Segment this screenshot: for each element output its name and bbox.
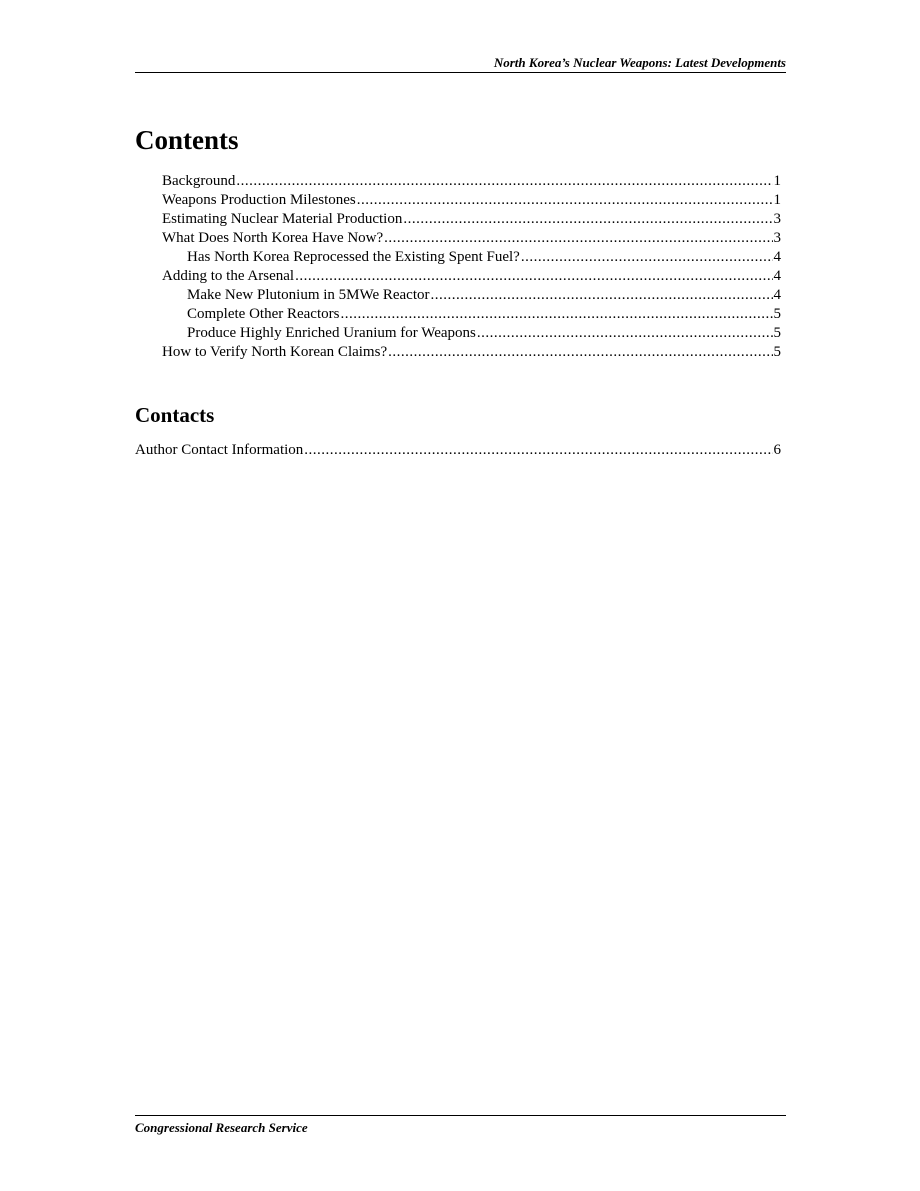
- toc-page-number: 3: [773, 211, 781, 227]
- toc-page-number: 5: [773, 325, 781, 341]
- toc-page-number: 1: [773, 173, 781, 189]
- toc-entry-adding-to-the-arsenal[interactable]: [162, 267, 781, 286]
- toc-page-number: 5: [773, 306, 781, 322]
- toc-page-number: 4: [773, 287, 781, 303]
- toc-entry-title: Adding to the Arsenal: [162, 268, 295, 284]
- toc-entry-weapons-production-milestones[interactable]: [162, 191, 781, 210]
- toc-page-number: 5: [773, 344, 781, 360]
- toc-entry-title: Complete Other Reactors: [187, 306, 340, 322]
- toc-entry-make-new-plutonium[interactable]: [187, 286, 781, 305]
- toc-dot-leader: [295, 267, 772, 286]
- toc-dot-leader: [388, 343, 772, 362]
- toc-page-number: 4: [773, 249, 781, 265]
- contacts-heading: Contacts: [135, 403, 215, 427]
- toc-entry-estimating-nuclear-material-production[interactable]: [162, 210, 781, 229]
- toc-page-number: 4: [773, 268, 781, 284]
- contents-heading: Contents: [135, 125, 239, 155]
- toc-dot-leader: [304, 441, 772, 460]
- toc-entry-background[interactable]: [162, 172, 781, 191]
- toc-entry-title: How to Verify North Korean Claims?: [162, 344, 388, 360]
- toc-dot-leader: [236, 172, 772, 191]
- toc-entry-complete-other-reactors[interactable]: [187, 305, 781, 324]
- table-of-contents: [0, 172, 920, 362]
- toc-entry-verify-claims[interactable]: [162, 343, 781, 362]
- running-header-title: North Korea’s Nuclear Weapons: Latest Developments: [493, 55, 786, 70]
- toc-entry-title: Weapons Production Milestones: [162, 192, 356, 208]
- contacts-list: [0, 441, 920, 460]
- toc-entry-title: Background: [162, 173, 236, 189]
- toc-page-number: 1: [773, 192, 781, 208]
- toc-entry-author-contact-information[interactable]: [135, 441, 781, 460]
- footer-divider: [135, 1115, 786, 1116]
- toc-entry-title: Has North Korea Reprocessed the Existing Spent Fuel?: [187, 249, 520, 265]
- toc-dot-leader: [403, 210, 772, 229]
- toc-entry-title: Estimating Nuclear Material Production: [162, 211, 403, 227]
- toc-entry-title: Produce Highly Enriched Uranium for Weapons: [187, 325, 476, 341]
- toc-dot-leader: [477, 324, 773, 343]
- toc-entry-reprocessed-spent-fuel[interactable]: [187, 248, 781, 267]
- running-footer-organization: Congressional Research Service: [135, 1120, 308, 1135]
- toc-dot-leader: [340, 305, 772, 324]
- toc-entry-what-does-north-korea-have-now[interactable]: [162, 229, 781, 248]
- toc-dot-leader: [431, 286, 773, 305]
- toc-entry-produce-heu[interactable]: [187, 324, 781, 343]
- header-divider: [135, 72, 786, 73]
- toc-page-number: 6: [773, 442, 781, 458]
- toc-dot-leader: [357, 191, 773, 210]
- toc-entry-title: Make New Plutonium in 5MWe Reactor: [187, 287, 430, 303]
- toc-entry-title: What Does North Korea Have Now?: [162, 230, 384, 246]
- toc-dot-leader: [521, 248, 773, 267]
- toc-page-number: 3: [773, 230, 781, 246]
- toc-dot-leader: [384, 229, 772, 248]
- toc-entry-title: Author Contact Information: [135, 442, 304, 458]
